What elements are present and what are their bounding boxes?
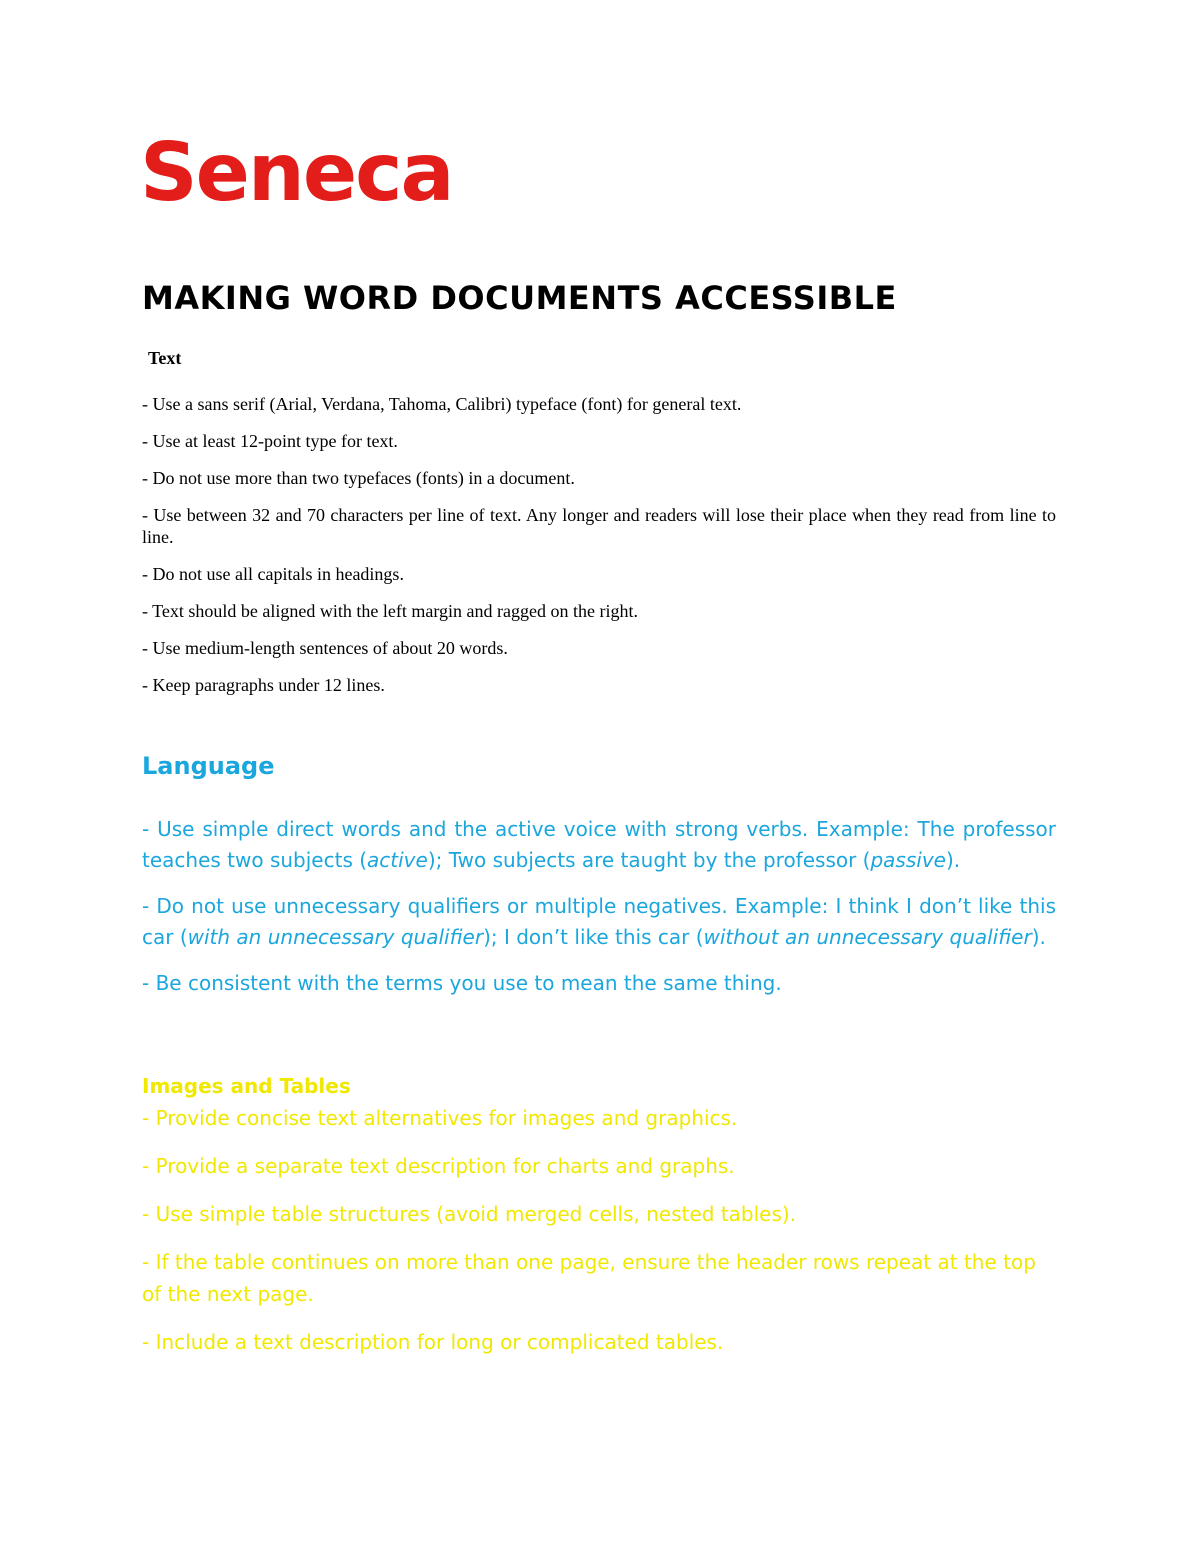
list-item-text: ); Two subjects are taught by the professor ( [427, 848, 871, 872]
list-item-text: ). [945, 848, 961, 872]
list-item: - Be consistent with the terms you use to mean the same thing. [142, 971, 782, 995]
list-item-example: with an unnecessary qualifier [187, 925, 484, 949]
list-item-example: passive [870, 848, 946, 872]
list-item-text: - Do not use unnecessary qualifiers or multiple negatives. Example: I think I don’t like this car ( [142, 894, 1056, 949]
list-item: - Provide a separate text description for charts and graphs. [142, 1154, 735, 1178]
images-tables-guidelines-list [142, 1102, 1056, 1374]
list-item [142, 891, 1056, 953]
list-item: - Keep paragraphs under 12 lines. [142, 675, 385, 695]
language-section-heading: Language [142, 752, 275, 780]
list-item: - Use a sans serif (Arial, Verdana, Tahoma, Calibri) typeface (font) for general text. [142, 394, 742, 414]
list-item: - Provide concise text alternatives for images and graphics. [142, 1106, 738, 1130]
document-title: MAKING WORD DOCUMENTS ACCESSIBLE [142, 279, 897, 317]
text-guidelines-list [142, 393, 1056, 711]
text-section-heading: Text [148, 348, 182, 368]
images-tables-section-heading: Images and Tables [142, 1074, 351, 1098]
language-guidelines-list [142, 814, 1056, 1014]
list-item: - Use between 32 and 70 characters per line of text. Any longer and readers will lose their place when they read from line to line. [142, 505, 1056, 547]
list-item-text: ). [1031, 925, 1046, 949]
list-item: - Do not use more than two typefaces (fonts) in a document. [142, 468, 575, 488]
list-item [142, 814, 1056, 876]
list-item: - Text should be aligned with the left margin and ragged on the right. [142, 601, 638, 621]
list-item-text: - Use simple direct words and the active voice with strong verbs. Example: The professor teaches two subjects ( [142, 817, 1056, 872]
list-item: - Use medium-length sentences of about 20 words. [142, 638, 508, 658]
seneca-logo: Seneca [140, 126, 453, 219]
list-item: - Use simple table structures (avoid merged cells, nested tables). [142, 1202, 797, 1226]
list-item: - If the table continues on more than one page, ensure the header rows repeat at the top of the next page. [142, 1250, 1036, 1306]
list-item: - Do not use all capitals in headings. [142, 564, 404, 584]
list-item-example: without an unnecessary qualifier [703, 925, 1032, 949]
list-item: - Use at least 12-point type for text. [142, 431, 398, 451]
list-item: - Include a text description for long or complicated tables. [142, 1330, 724, 1354]
list-item-example: active [367, 848, 428, 872]
list-item-text: ); I don’t like this car ( [483, 925, 704, 949]
